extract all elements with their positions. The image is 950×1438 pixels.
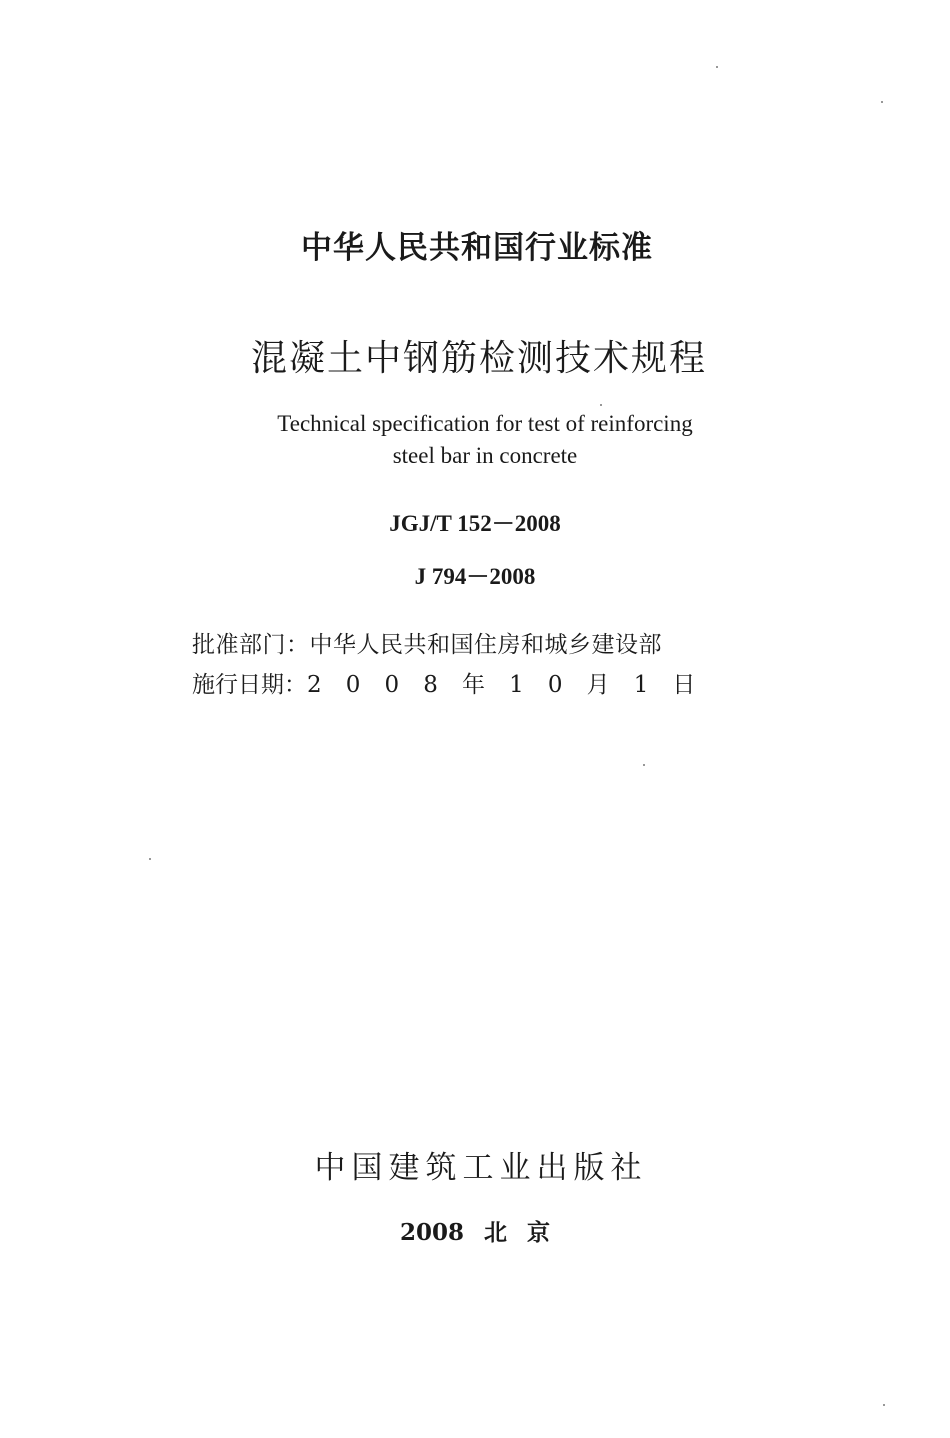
publication-year-place: 2008 北 京 (399, 1219, 551, 1246)
scan-speck (881, 101, 883, 103)
scan-speck (716, 66, 718, 68)
industry-standard-code: JGJ/T 152－2008 (389, 511, 561, 536)
standard-title-chinese: 混凝土中钢筋检测技术规程 (250, 338, 707, 379)
approval-department-value: 中华人民共和国住房和城乡建设部 (309, 632, 662, 658)
scan-speck (600, 404, 602, 406)
effective-date-value: 2 0 0 8 年 1 0 月 1 日 (307, 672, 704, 698)
scan-speck (883, 1404, 885, 1406)
effective-date-row (192, 666, 704, 699)
approval-department-label: 批准部门： (192, 632, 310, 658)
scan-speck (149, 858, 151, 860)
record-number-code: J 794－2008 (414, 564, 536, 589)
scan-speck (643, 764, 645, 766)
approval-department-row (192, 626, 662, 659)
standard-category: 中华人民共和国行业标准 (301, 230, 653, 266)
publisher-name: 中国建筑工业出版社 (314, 1150, 648, 1186)
effective-date-label: 施行日期： (192, 672, 307, 698)
english-title-line-1: Technical specification for test of reinforcing (277, 411, 693, 436)
english-title-line-2: steel bar in concrete (392, 443, 578, 468)
standard-title-english (0, 408, 950, 472)
